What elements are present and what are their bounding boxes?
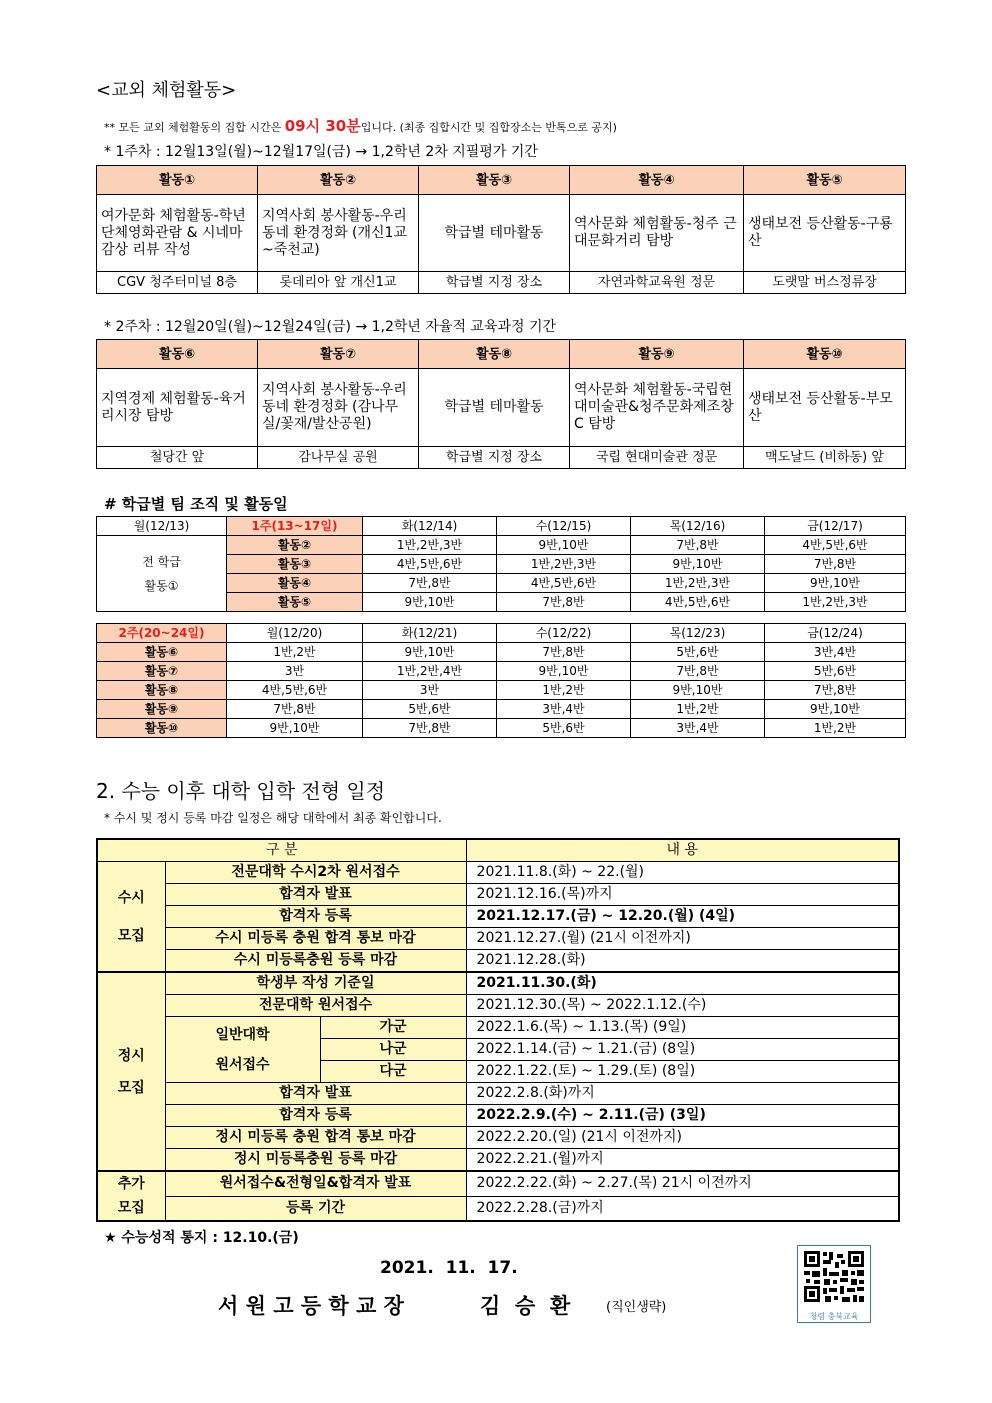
activity-place: 학급별 지정 장소 (419, 272, 570, 294)
activity-header: 활동⑩ (744, 340, 906, 369)
week1-label: 1주(13~17일) (227, 517, 363, 536)
general-university-label (165, 1017, 320, 1083)
class-cell: 7반,8반 (765, 681, 906, 700)
group-label: 나군 (320, 1039, 466, 1061)
week2-team-table (96, 623, 906, 738)
activity-header: 활동① (97, 166, 258, 195)
class-cell: 1반,2반 (765, 719, 906, 738)
activity-header: 활동⑨ (570, 340, 744, 369)
schedule-item: 합격자 등록 (165, 906, 466, 928)
class-cell: 9반,10반 (631, 681, 765, 700)
class-cell: 7반,8반 (363, 719, 497, 738)
schedule-value: 2021.12.27.(월) (21시 이전까지) (466, 928, 899, 950)
week2-activity-table (96, 339, 906, 469)
activity-content: 학급별 테마활동 (419, 195, 570, 272)
class-cell: 5반,6반 (497, 719, 631, 738)
schedule-value: 2021.12.17.(금) ~ 12.20.(월) (4일) (466, 906, 899, 928)
class-cell: 9반,10반 (363, 593, 497, 612)
activity-label: 활동② (227, 536, 363, 555)
schedule-item: 합격자 등록 (165, 1105, 466, 1127)
activity-place: CGV 청주터미널 8층 (97, 272, 258, 294)
class-cell: 1반,2반 (631, 700, 765, 719)
team-title: # 학급별 팀 조직 및 활동일 (104, 495, 288, 513)
activity-place: 도랫말 버스정류장 (744, 272, 906, 294)
schedule-item: 원서접수&전형일&합격자 발표 (165, 1171, 466, 1196)
extra-label-1: 추가 (117, 1176, 145, 1192)
class-cell: 7반,8반 (363, 574, 497, 593)
schedule-item: 정시 미등록충원 등록 마감 (165, 1149, 466, 1172)
schedule-value: 2022.2.8.(화)까지 (466, 1083, 899, 1105)
all-classes-label: 전 학급 (142, 554, 181, 569)
extra-label (97, 1171, 165, 1221)
note-suffix: 입니다. (최종 집합시간 및 집합장소는 반톡으로 공지) (360, 121, 617, 134)
activity-header: 활동⑧ (419, 340, 570, 369)
day-header: 수(12/22) (497, 624, 631, 643)
activity-content: 학급별 테마활동 (419, 369, 570, 447)
schedule-value: 2021.11.30.(화) (466, 972, 899, 995)
day-header: 수(12/15) (497, 517, 631, 536)
admission-schedule-table (96, 838, 900, 1222)
day-header: 월(12/20) (227, 624, 363, 643)
class-cell: 7반,8반 (631, 662, 765, 681)
activity-place: 감나무실 공원 (258, 447, 419, 469)
schedule-value: 2022.1.14.(금) ~ 1.21.(금) (8일) (466, 1039, 899, 1061)
activity-content: 지역사회 봉사활동-우리동네 환경정화 (감나무실/꽃재/발산공원) (258, 369, 419, 447)
schedule-value: 2022.1.22.(토) ~ 1.29.(토) (8일) (466, 1061, 899, 1083)
activity-label: 활동⑧ (97, 681, 227, 700)
all-classes-cell (97, 536, 227, 612)
activity-place: 철당간 앞 (97, 447, 258, 469)
class-cell: 3반 (363, 681, 497, 700)
class-cell: 5반,6반 (363, 700, 497, 719)
content-header: 내 용 (466, 839, 899, 862)
class-cell: 1반,2반,3반 (631, 574, 765, 593)
activity-content: 생태보전 등산활동-부모산 (744, 369, 906, 447)
class-cell: 4반,5반,6반 (497, 574, 631, 593)
schedule-item: 합격자 발표 (165, 1083, 466, 1105)
week1-title: * 1주차 : 12월13일(월)~12월17일(금) → 1,2학년 2차 지필평가 기간 (104, 144, 538, 160)
note-time: 09시 30분 (284, 117, 361, 135)
schedule-value: 2021.12.30.(목) ~ 2022.1.12.(수) (466, 995, 899, 1017)
activity-place: 학급별 지정 장소 (419, 447, 570, 469)
class-cell: 1반,2반,3반 (497, 555, 631, 574)
day-header: 금(12/17) (765, 517, 906, 536)
qr-code-icon (798, 1246, 870, 1308)
activity-label: 활동⑤ (227, 593, 363, 612)
activity-content: 지역사회 봉사활동-우리 동네 환경정화 (개신1교~죽천교) (258, 195, 419, 272)
class-cell: 9반,10반 (765, 574, 906, 593)
schedule-item: 전문대학 원서접수 (165, 995, 466, 1017)
susi-label-2: 모집 (117, 927, 145, 944)
class-cell: 4반,5반,6반 (765, 536, 906, 555)
principal-name: 김 승 환 (480, 1294, 571, 1318)
category-header: 구 분 (97, 839, 466, 862)
extra-label-2: 모집 (117, 1200, 145, 1216)
class-cell: 7반,8반 (497, 643, 631, 662)
group-label: 가군 (320, 1017, 466, 1039)
activity-label: 활동⑦ (97, 662, 227, 681)
class-cell: 9반,10반 (765, 700, 906, 719)
class-cell: 4반,5반,6반 (363, 555, 497, 574)
schedule-item: 등록 기간 (165, 1196, 466, 1221)
class-cell: 3반,4반 (631, 719, 765, 738)
day-header: 목(12/23) (631, 624, 765, 643)
class-cell: 9반,10반 (363, 643, 497, 662)
day-header: 화(12/21) (363, 624, 497, 643)
schedule-value: 2022.2.21.(월)까지 (466, 1149, 899, 1172)
class-cell: 1반,2반,3반 (363, 536, 497, 555)
activity-place: 맥도날드 (비하동) 앞 (744, 447, 906, 469)
susi-label (97, 862, 165, 973)
monday-header: 월(12/13) (97, 517, 227, 536)
schedule-value: 2021.12.28.(화) (466, 950, 899, 973)
jeongsi-label-1: 정시 (117, 1047, 145, 1064)
week1-activity-table (96, 165, 906, 294)
activity-content: 지역경제 체험활동-육거리시장 탐방 (97, 369, 258, 447)
jeongsi-label (97, 972, 165, 1171)
class-cell: 5반,6반 (765, 662, 906, 681)
class-cell: 9반,10반 (631, 555, 765, 574)
day-header: 화(12/14) (363, 517, 497, 536)
class-cell: 9반,10반 (497, 662, 631, 681)
schedule-value: 2022.2.28.(금)까지 (466, 1196, 899, 1221)
activity-label: 활동⑥ (97, 643, 227, 662)
schedule-item: 수시 미등록충원 등록 마감 (165, 950, 466, 973)
activity-content: 역사문화 체험활동-국립현대미술관&청주문화제조창C 탐방 (570, 369, 744, 447)
all-classes-activity: 활동① (144, 578, 179, 593)
activity-label: 활동⑩ (97, 719, 227, 738)
schedule-item: 학생부 작성 기준일 (165, 972, 466, 995)
activity-place: 자연과학교육원 정문 (570, 272, 744, 294)
score-notice: ★ 수능성적 통지 : 12.10.(금) (104, 1230, 299, 1246)
general-university-label-1: 일반대학 (215, 1026, 270, 1043)
activity-header: 활동⑤ (744, 166, 906, 195)
general-university-label-2: 원서접수 (215, 1056, 270, 1073)
note-prefix: ** 모든 교외 체험활동의 집합 시간은 (104, 121, 285, 134)
week2-title: * 2주차 : 12월20일(월)~12월24일(금) → 1,2학년 자율적 교육과정 기간 (104, 319, 557, 335)
schedule-value: 2022.1.6.(목) ~ 1.13.(목) (9일) (466, 1017, 899, 1039)
meeting-time-note (104, 115, 617, 136)
schedule-item: 합격자 발표 (165, 884, 466, 906)
activity-header: 활동⑦ (258, 340, 419, 369)
activity-label: 활동③ (227, 555, 363, 574)
activity-label: 활동④ (227, 574, 363, 593)
class-cell: 3반 (227, 662, 363, 681)
day-header: 목(12/16) (631, 517, 765, 536)
schedule-item: 수시 미등록 충원 합격 통보 마감 (165, 928, 466, 950)
class-cell: 9반,10반 (227, 719, 363, 738)
activity-content: 여가문화 체험활동-학년 단체영화관람 & 시네마 감상 리뷰 작성 (97, 195, 258, 272)
activity-header: 활동② (258, 166, 419, 195)
activity-content: 역사문화 체험활동-청주 근대문화거리 탐방 (570, 195, 744, 272)
section2-title: 2. 수능 이후 대학 입학 전형 일정 (96, 779, 386, 803)
susi-label-1: 수시 (117, 889, 145, 906)
activity-content: 생태보전 등산활동-구룡산 (744, 195, 906, 272)
class-cell: 3반,4반 (765, 643, 906, 662)
school-name: 서 원 고 등 학 교 장 (218, 1294, 404, 1318)
class-cell: 1반,2반 (497, 681, 631, 700)
class-cell: 1반,2반,3반 (765, 593, 906, 612)
day-header: 금(12/24) (765, 624, 906, 643)
schedule-value: 2022.2.22.(화) ~ 2.27.(목) 21시 이전까지 (466, 1171, 899, 1196)
qr-caption: 청렴 충북교육 (809, 1312, 859, 1321)
schedule-value: 2021.12.16.(목)까지 (466, 884, 899, 906)
class-cell: 1반,2반,4반 (363, 662, 497, 681)
activity-header: 활동④ (570, 166, 744, 195)
class-cell: 4반,5반,6반 (631, 593, 765, 612)
schedule-item: 정시 미등록 충원 합격 통보 마감 (165, 1127, 466, 1149)
class-cell: 5반,6반 (631, 643, 765, 662)
group-label: 다군 (320, 1061, 466, 1083)
class-cell: 7반,8반 (631, 536, 765, 555)
jeongsi-label-2: 모집 (117, 1079, 145, 1096)
class-cell: 7반,8반 (497, 593, 631, 612)
schedule-value: 2022.2.20.(일) (21시 이전까지) (466, 1127, 899, 1149)
activity-header: 활동③ (419, 166, 570, 195)
schedule-value: 2021.11.8.(화) ~ 22.(월) (466, 862, 899, 884)
class-cell: 3반,4반 (497, 700, 631, 719)
qr-code[interactable] (797, 1245, 871, 1323)
activity-header: 활동⑥ (97, 340, 258, 369)
class-cell: 7반,8반 (765, 555, 906, 574)
week2-label: 2주(20~24일) (97, 624, 227, 643)
document-date: 2021. 11. 17. (380, 1258, 518, 1278)
class-cell: 7반,8반 (227, 700, 363, 719)
activity-place: 롯데리아 앞 개신1교 (258, 272, 419, 294)
schedule-value: 2022.2.9.(수) ~ 2.11.(금) (3일) (466, 1105, 899, 1127)
activity-label: 활동⑨ (97, 700, 227, 719)
activity-place: 국립 현대미술관 정문 (570, 447, 744, 469)
class-cell: 4반,5반,6반 (227, 681, 363, 700)
section1-title: <교외 체험활동> (96, 80, 237, 101)
class-cell: 9반,10반 (497, 536, 631, 555)
seal-omitted: (직인생략) (606, 1300, 667, 1315)
section2-note: * 수시 및 정시 등록 마감 일정은 해당 대학에서 최종 확인합니다. (104, 811, 442, 825)
schedule-item: 전문대학 수시2차 원서접수 (165, 862, 466, 884)
week1-team-table (96, 516, 906, 612)
class-cell: 1반,2반 (227, 643, 363, 662)
